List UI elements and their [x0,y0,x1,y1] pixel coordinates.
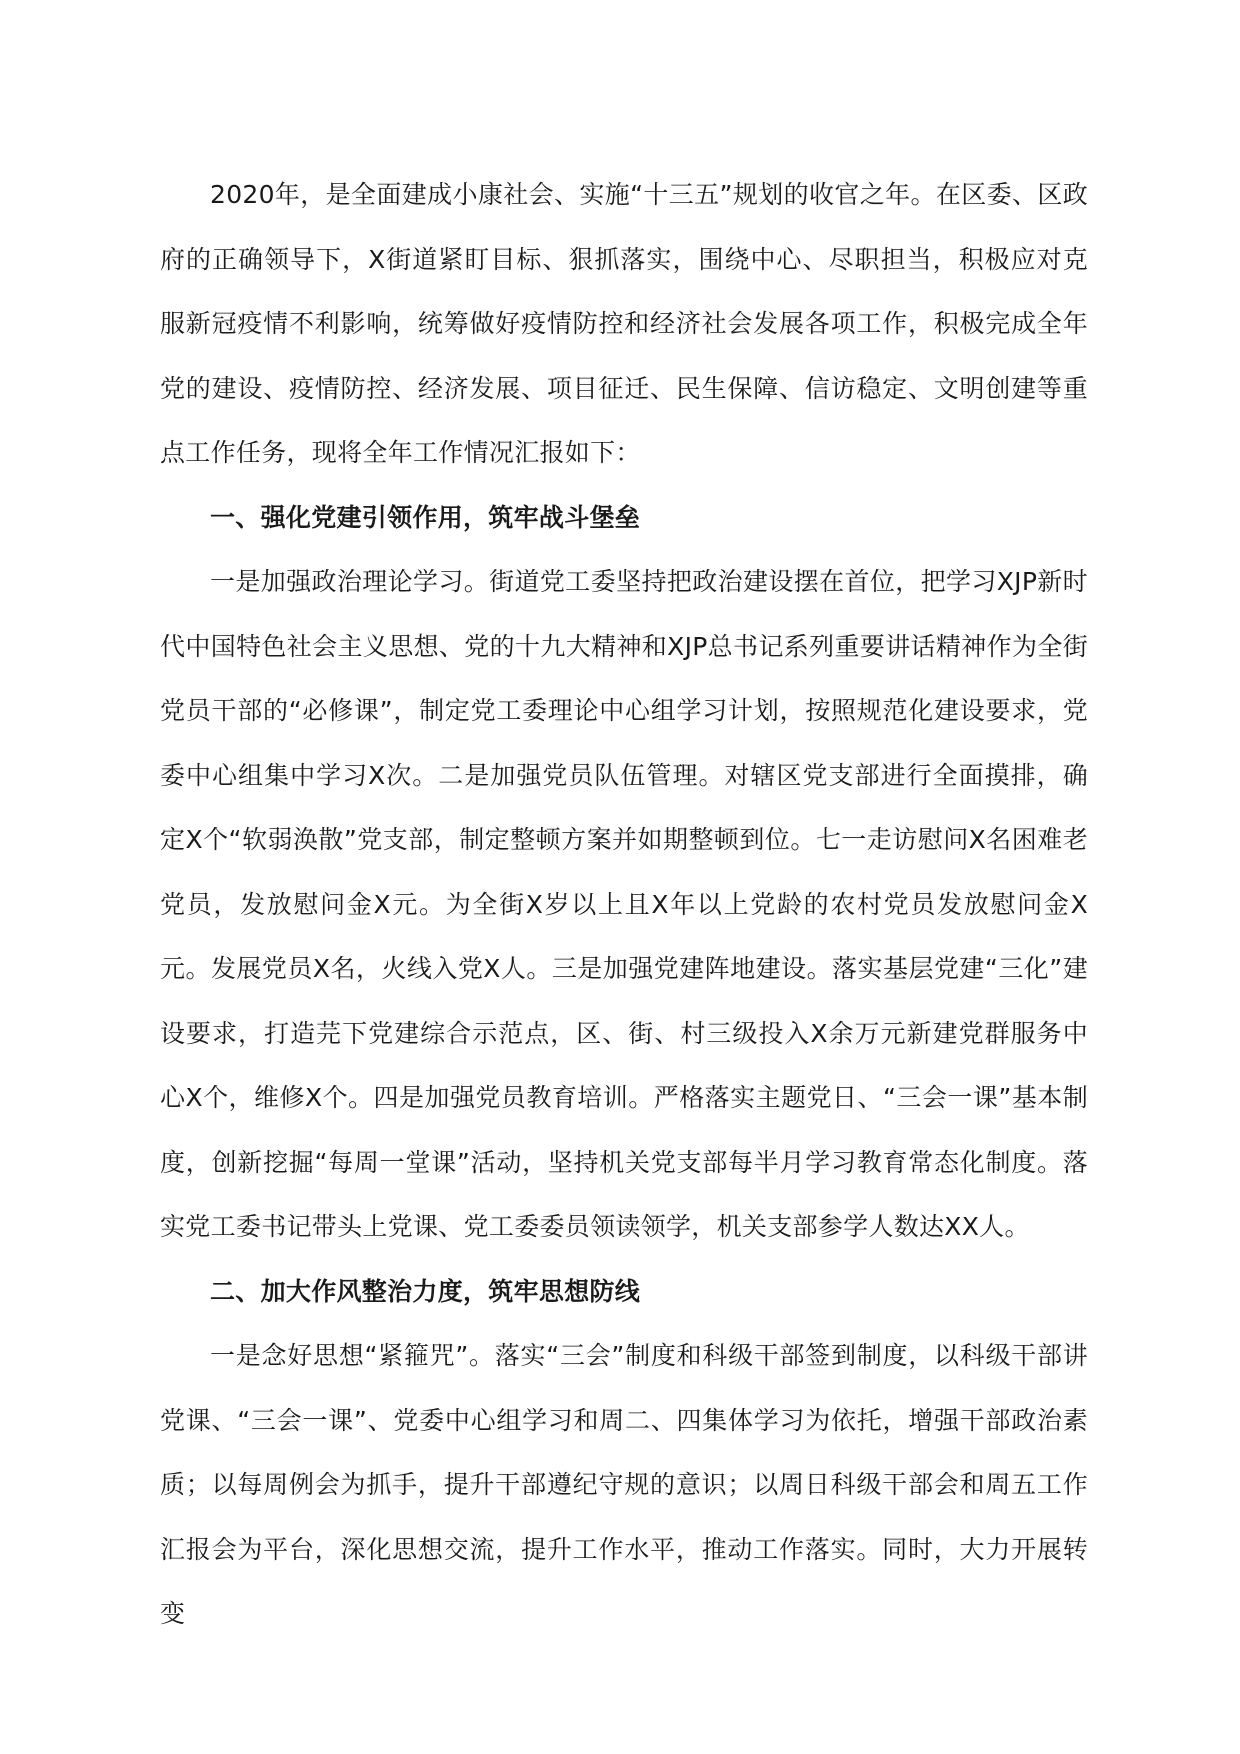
intro-paragraph: 2020年，是全面建成小康社会、实施“十三五”规划的收官之年。在区委、区政府的正确领导下，X街道紧盯目标、狠抓落实，围绕中心、尽职担当，积极应对克服新冠疫情不利影响，统筹做好疫情防控和经济社会发展各项工作，积极完成全年党的建设、疫情防控、经济发展、项目征迁、民生保障、信访稳定、文明创建等重点工作任务，现将全年工作情况汇报如下： [160,180,1088,467]
section-2-body: 一是念好思想“紧箍咒”。落实“三会”制度和科级干部签到制度，以科级干部讲党课、“三会一课”、党委中心组学习和周二、四集体学习为依托，增强干部政治素质；以每周例会为抓手，提升干部遵纪守规的意识；以周日科级干部会和周五工作汇报会为平台，深化思想交流，提升工作水平，推动工作落实。同时，大力开展转变 [160,1341,1088,1628]
document-page [160,163,1088,1647]
section-1-body: 一是加强政治理论学习。街道党工委坚持把政治建设摆在首位，把学习XJP新时代中国特色社会主义思想、党的十九大精神和XJP总书记系列重要讲话精神作为全街党员干部的“必修课”，制定党工委理论中心组学习计划，按照规范化建设要求，党委中心组集中学习X次。二是加强党员队伍管理。对辖区党支部进行全面摸排，确定X个“软弱涣散”党支部，制定整顿方案并如期整顿到位。七一走访慰问X名困难老党员，发放慰问金X元。为全街X岁以上且X年以上党龄的农村党员发放慰问金X元。发展党员X名，火线入党X人。三是加强党建阵地建设。落实基层党建“三化”建设要求，打造芫下党建综合示范点，区、街、村三级投入X余万元新建党群服务中心X个，维修X个。四是加强党员教育培训。严格落实主题党日、“三会一课”基本制度，创新挖掘“每周一堂课”活动，坚持机关党支部每半月学习教育常态化制度。落实党工委书记带头上党课、党工委委员领读领学，机关支部参学人数达XX人。 [160,567,1088,1241]
section-2-heading: 二、加大作风整治力度，筑牢思想防线 [210,1276,641,1306]
section-1-heading: 一、强化党建引领作用，筑牢战斗堡垒 [210,502,641,532]
